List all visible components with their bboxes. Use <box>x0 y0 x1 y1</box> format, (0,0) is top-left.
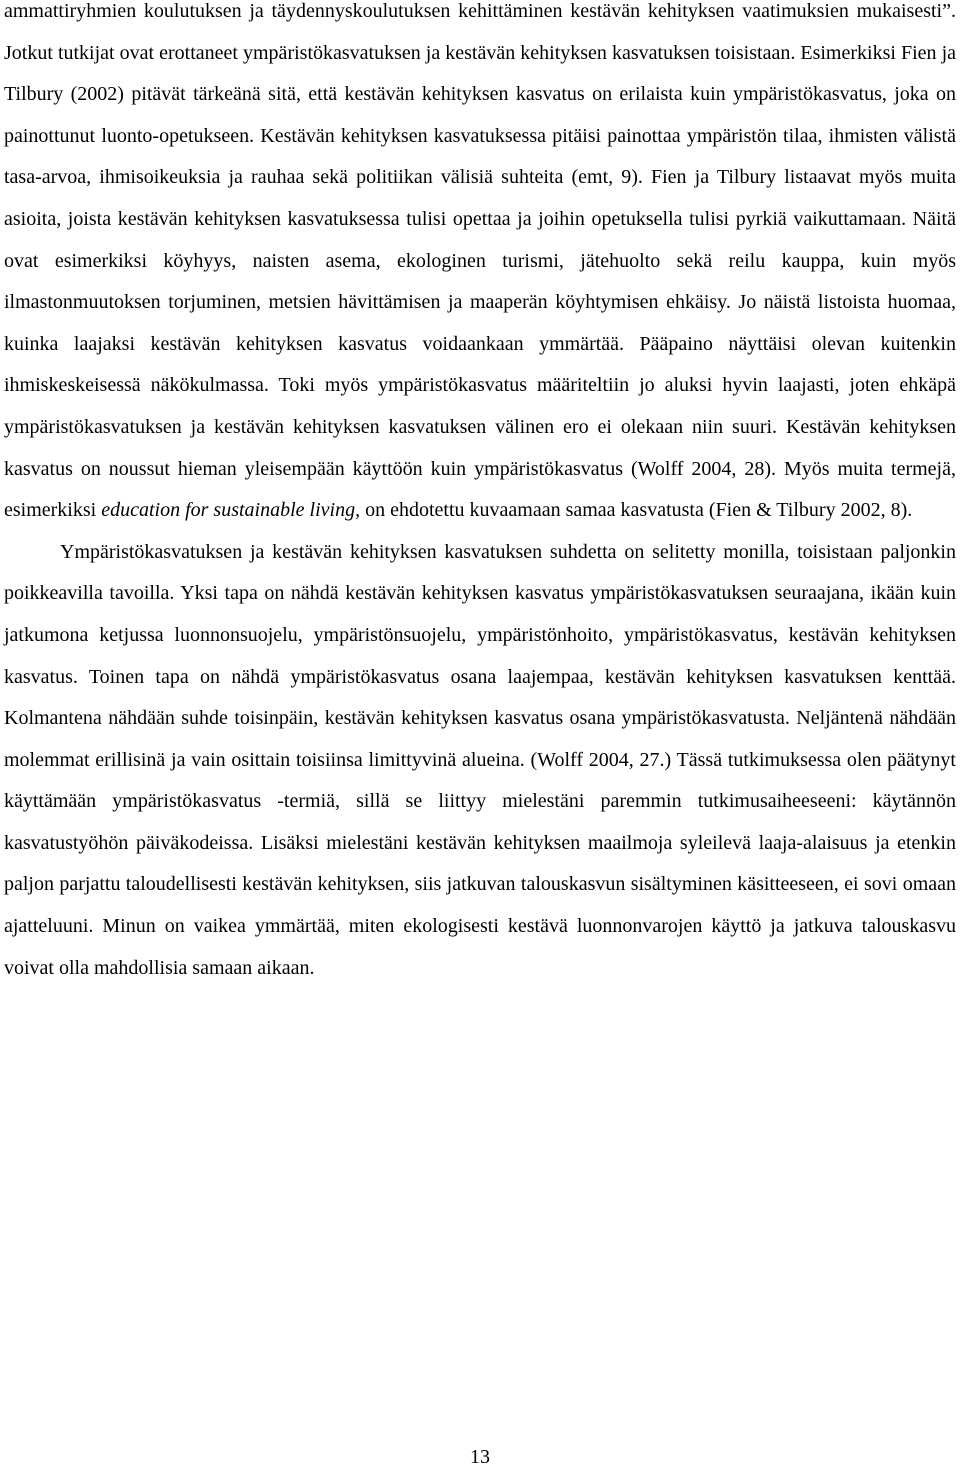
paragraph-1 <box>4 0 956 532</box>
paragraph-1-ending: on ehdotettu kuvaamaan samaa kasvatusta (Fien & Tilbury 2002, 8). <box>360 499 913 522</box>
body-text <box>4 0 956 989</box>
paragraph-1-text: ammattiryhmien koulutuksen ja täydennyskoulutuksen kehittäminen kestävän kehityksen vaatimuksien mukaisesti”. Jotkut tutkijat ovat erottaneet ympäristökasvatuksen ja kestävän kehityksen kasvatuksen toisistaan. Esimerkiksi Fien ja Tilbury (2002) pitävät tärkeänä sitä, että kestävän kehityksen kasvatus on erilaista kuin ympäristökasvatus, joka on painottunut luonto-opetukseen. Kestävän kehityksen kasvatuksessa pitäisi painottaa ympäristön tilaa, ihmisten välistä tasa-arvoa, ihmisoikeuksia ja rauhaa sekä politiikan välisiä suhteita (emt, 9). Fien ja Tilbury listaavat myös muita asioita, joista kestävän kehityksen kasvatuksessa tulisi opettaa ja joihin opetuksella tulisi pyrkiä vaikuttamaan. Näitä ovat esimerkiksi köyhyys, naisten asema, ekologinen turismi, jätehuolto sekä reilu kauppa, kuin myös ilmastonmuutoksen torjuminen, metsien hävittämisen ja maaperän köyhtymisen ehkäisy. Jo näistä listoista huomaa, kuinka laajaksi kestävän kehityksen kasvatus voidaankaan ymmärtää. Pääpaino näyttäisi olevan kuitenkin ihmiskeskeisessä näkökulmassa. Toki myös ympäristökasvatus määriteltiin jo aluksi hyvin laajasti, joten ehkäpä ympäristökasvatuksen ja kestävän kehityksen kasvatuksen välinen ero ei olekaan niin suuri. Kestävän kehityksen kasvatus on noussut hieman yleisempään käyttöön kuin ympäristökasvatus (Wolff 2004, 28). Myös muita termejä, esimerkiksi <box>4 0 956 522</box>
paragraph-2: Ympäristökasvatuksen ja kestävän kehityksen kasvatuksen suhdetta on selitetty monilla, toisistaan paljonkin poikkeavilla tavoilla. Yksi tapa on nähdä kestävän kehityksen kasvatus ympäristökasvatuksen seuraajana, ikään kuin jatkumona ketjussa luonnonsuojelu, ympäristönsuojelu, ympäristönhoito, ympäristökasvatus, kestävän kehityksen kasvatus. Toinen tapa on nähdä ympäristökasvatus osana laajempaa, kestävän kehityksen kasvatuksen kenttää. Kolmantena nähdään suhde toisinpäin, kestävän kehityksen kasvatus osana ympäristökasvatusta. Neljäntenä nähdään molemmat erillisinä ja vain osittain toisiinsa limittyvinä alueina. (Wolff 2004, 27.) Tässä tutkimuksessa olen päätynyt käyttämään ympäristökasvatus -termiä, sillä se liittyy mielestäni paremmin tutkimusaiheeseeni: käytännön kasvatustyöhön päiväkodeissa. Lisäksi mielestäni kestävän kehityksen maailmoja syleilevä laaja-alaisuus ja etenkin paljon parjattu taloudellisesti kestävän kehityksen, siis jatkuvan talouskasvun sisältyminen käsitteeseen, ei sovi omaan ajatteluuni. Minun on vaikea ymmärtää, miten ekologisesti kestävä luonnonvarojen käyttö ja jatkuva talouskasvu voivat olla mahdollisia samaan aikaan. <box>4 540 956 979</box>
page-number: 13 <box>470 1446 490 1468</box>
italic-term: education for sustainable living, <box>101 499 361 522</box>
